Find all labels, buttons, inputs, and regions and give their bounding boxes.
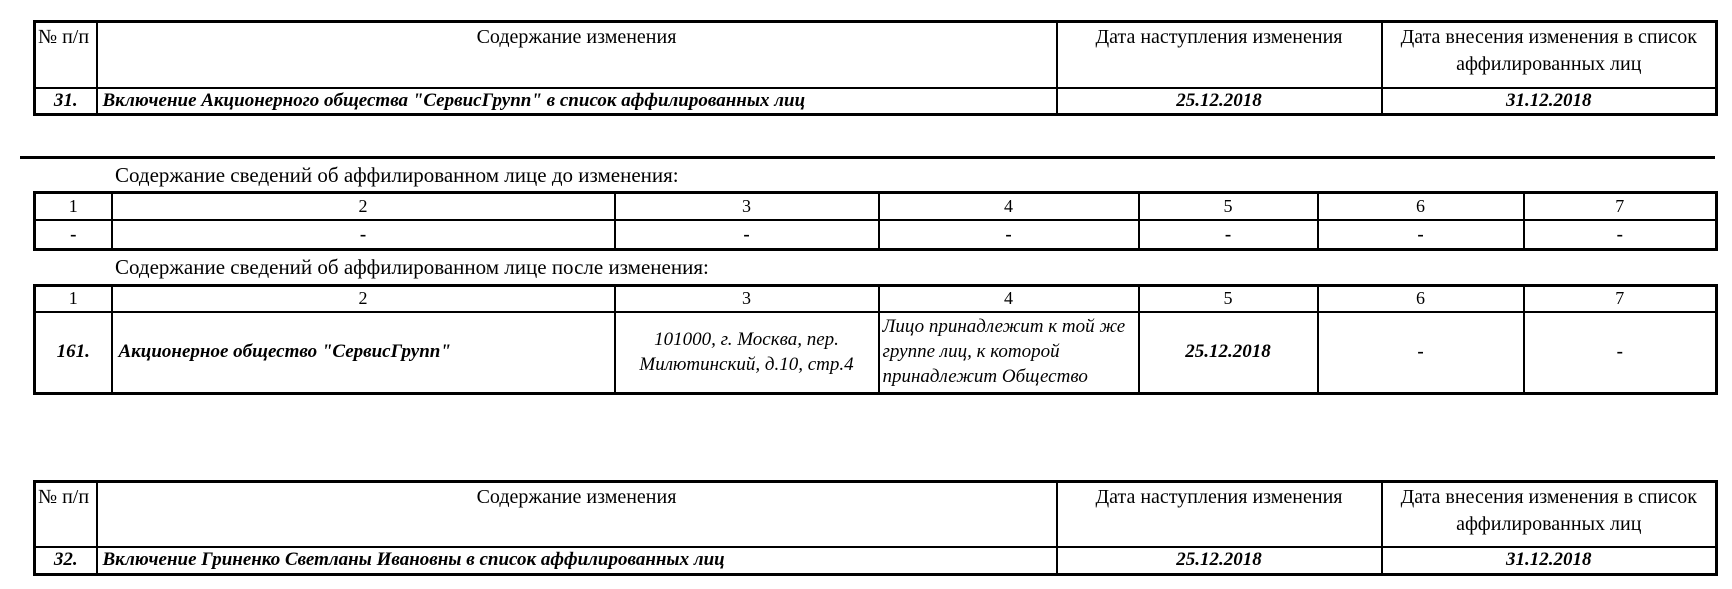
affiliate-number: 161. <box>35 312 112 393</box>
date-entered: 31.12.2018 <box>1382 88 1717 115</box>
affiliate-name: Акционерное общество "СервисГрупп" <box>112 312 615 393</box>
before-table-header-row <box>35 193 1717 220</box>
empty-cell: - <box>879 220 1139 250</box>
col-header-3: 3 <box>615 285 879 312</box>
affiliate-address: 101000, г. Москва, пер. Милютинский, д.10, стр.4 <box>615 312 879 393</box>
row-number: 32. <box>35 547 97 574</box>
date-occurred: 25.12.2018 <box>1057 547 1382 574</box>
affiliation-date: 25.12.2018 <box>1139 312 1318 393</box>
empty-cell: - <box>1318 312 1524 393</box>
col-header-1: 1 <box>35 193 112 220</box>
header-date-occurred: Дата наступления изменения <box>1057 481 1382 547</box>
col-header-7: 7 <box>1524 285 1717 312</box>
col-header-2: 2 <box>112 193 615 220</box>
change-content: Включение Гриненко Светланы Ивановны в список аффилированных лиц <box>97 547 1057 574</box>
after-change-label: Содержание сведений об аффилированном лице после изменения: <box>115 255 709 280</box>
affiliation-basis: Лицо принадлежит к той же группе лиц, к которой принадлежит Общество <box>879 312 1139 393</box>
col-header-6: 6 <box>1318 193 1524 220</box>
col-header-1: 1 <box>35 285 112 312</box>
after-change-table <box>33 284 1718 395</box>
date-occurred: 25.12.2018 <box>1057 88 1382 115</box>
change-content: Включение Акционерного общества "СервисГрупп" в список аффилированных лиц <box>97 88 1057 115</box>
header-num: № п/п <box>35 22 97 88</box>
section-divider-rule <box>20 156 1715 159</box>
change-record-2-header-row <box>35 481 1717 547</box>
col-header-5: 5 <box>1139 193 1318 220</box>
empty-cell: - <box>1524 220 1717 250</box>
after-table-row <box>35 312 1717 393</box>
col-header-6: 6 <box>1318 285 1524 312</box>
empty-cell: - <box>35 220 112 250</box>
empty-cell: - <box>1318 220 1524 250</box>
header-change-content: Содержание изменения <box>97 481 1057 547</box>
header-date-entered: Дата внесения изменения в список аффилированных лиц <box>1382 481 1717 547</box>
empty-cell: - <box>1139 220 1318 250</box>
before-table-empty-row <box>35 220 1717 250</box>
header-date-entered: Дата внесения изменения в список аффилированных лиц <box>1382 22 1717 88</box>
change-record-2-row <box>35 547 1717 574</box>
empty-cell: - <box>615 220 879 250</box>
header-date-occurred: Дата наступления изменения <box>1057 22 1382 88</box>
change-record-1-header-row <box>35 22 1717 88</box>
change-record-1-table <box>33 20 1718 116</box>
header-num: № п/п <box>35 481 97 547</box>
change-record-2-table <box>33 480 1718 576</box>
header-change-content: Содержание изменения <box>97 22 1057 88</box>
before-change-table <box>33 191 1718 251</box>
row-number: 31. <box>35 88 97 115</box>
col-header-4: 4 <box>879 285 1139 312</box>
empty-cell: - <box>1524 312 1717 393</box>
empty-cell: - <box>112 220 615 250</box>
col-header-2: 2 <box>112 285 615 312</box>
col-header-5: 5 <box>1139 285 1318 312</box>
date-entered: 31.12.2018 <box>1382 547 1717 574</box>
col-header-7: 7 <box>1524 193 1717 220</box>
col-header-4: 4 <box>879 193 1139 220</box>
col-header-3: 3 <box>615 193 879 220</box>
after-table-header-row <box>35 285 1717 312</box>
before-change-label: Содержание сведений об аффилированном лице до изменения: <box>115 163 679 187</box>
change-record-1-row <box>35 88 1717 115</box>
